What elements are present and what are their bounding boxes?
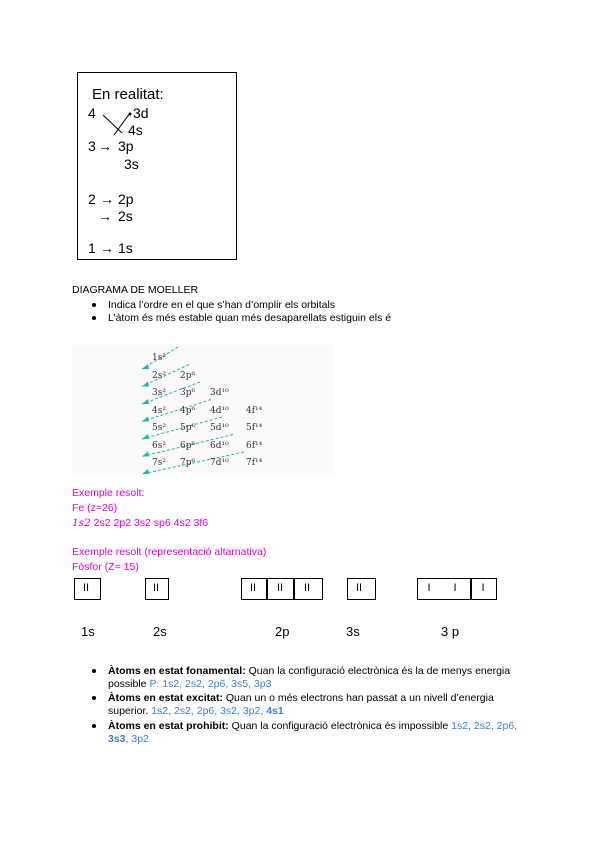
moeller-diagram	[72, 345, 334, 475]
realitat-2s: 2s	[118, 208, 133, 224]
orbital-label-1s: 1s	[81, 624, 95, 639]
moeller-orbital: 7p⁶	[180, 458, 196, 468]
moeller-bullet: L’àtom és més estable quan més desaparellats estiguin els é	[108, 312, 548, 325]
moeller-orbital: 7d¹⁰	[210, 458, 229, 468]
moeller-orbital: 3s²	[152, 388, 166, 398]
moeller-arrow-head	[142, 399, 149, 404]
moeller-orbital: 7f¹⁴	[246, 458, 263, 468]
moeller-orbital: 6d¹⁰	[210, 440, 229, 451]
estat-excitat: Àtoms en estat excitat: Quan un o més electrons han passat a un nivell d’energia superior. 1s2, 2s2, 2p6, 3s2, 3p2, 4s1	[108, 692, 528, 718]
moeller-orbital: 1s²	[152, 353, 166, 363]
realitat-1s: 1s	[118, 240, 133, 256]
moeller-arrow-head	[142, 469, 149, 474]
orbital-label-2s: 2s	[153, 624, 167, 639]
moeller-orbital: 5s²	[152, 423, 166, 433]
orbital-box-2s	[145, 578, 169, 600]
realitat-title: En realitat:	[92, 86, 164, 103]
moeller-arrow-head	[142, 434, 149, 439]
moeller-orbital: 6p⁶	[180, 440, 196, 451]
orbital-box-1s	[74, 578, 101, 600]
orbital-cell: II	[276, 582, 284, 594]
orbital-box-3p	[417, 578, 497, 600]
realitat-n1: 1	[88, 240, 96, 256]
orbital-cell: II	[82, 582, 90, 594]
moeller-arrows	[72, 345, 334, 475]
orbital-cell: II	[249, 582, 257, 594]
moeller-orbital: 3p⁶	[180, 388, 196, 398]
realitat-n3: 3	[88, 138, 96, 154]
moeller-orbital: 5p⁶	[180, 423, 196, 433]
orbital-cell: II	[152, 582, 160, 594]
orbital-cell: II	[355, 582, 363, 594]
orbital-cell: I	[427, 582, 431, 594]
moeller-orbital: 5d¹⁰	[210, 423, 229, 433]
moeller-arrow-head	[142, 364, 149, 369]
orbital-box-3s	[347, 578, 376, 600]
exemple1-element: Fe (z=26)	[72, 502, 118, 514]
moeller-orbital: 4s²	[152, 405, 166, 416]
estats-list	[108, 665, 528, 746]
realitat-n2: 2	[88, 191, 96, 207]
realitat-3p: 3p	[118, 138, 134, 154]
moeller-bullets	[108, 299, 548, 325]
moeller-orbital: 6f¹⁴	[246, 440, 263, 451]
moeller-arrow-head	[142, 417, 149, 422]
moeller-orbital: 7s²	[152, 458, 166, 468]
orbital-label-2p: 2p	[275, 624, 290, 639]
moeller-bullet: Indica l’ordre en el que s’han d’omplir els orbitals	[108, 299, 548, 312]
exemple1-config-first: 1s2	[72, 517, 91, 529]
moeller-orbital: 4f¹⁴	[246, 405, 263, 416]
estat-prohibit: Àtoms en estat prohibit: Quan la configuració electrònica és impossible 1s2, 2s2, 2p6, 3s3, 3p2	[108, 720, 528, 746]
realitat-arrow-2: →	[100, 191, 114, 207]
moeller-orbital: 6s²	[152, 440, 166, 451]
realitat-arrow-3: →	[98, 138, 112, 154]
realitat-2p: 2p	[118, 191, 134, 207]
exemple1-config-rest: 2s2 2p2 3s2 sp6 4s2 3f6	[90, 517, 209, 529]
estat-fonamental: Àtoms en estat fonamental: Quan la configuració electrònica és la de menys energia possible P: 1s2, 2s2, 2p6, 3s5, 3p3	[108, 665, 528, 691]
orbital-cell: I	[453, 582, 457, 594]
moeller-orbital: 4p⁶	[180, 405, 196, 416]
moeller-orbital: 4d¹⁰	[210, 405, 229, 416]
moeller-heading: DIAGRAMA DE MOELLER	[72, 284, 199, 296]
orbital-cell: I	[481, 582, 485, 594]
realitat-3s: 3s	[124, 156, 139, 172]
exemple1-config	[72, 517, 208, 530]
orbital-label-3p: 3 p	[441, 624, 460, 639]
moeller-arrow-head	[142, 452, 149, 457]
orbital-label-3s: 3s	[346, 624, 360, 639]
exemple1-title: Exemple resolt:	[72, 487, 145, 499]
moeller-orbital: 5f¹⁴	[246, 423, 263, 433]
realitat-4s: 4s	[128, 122, 143, 138]
moeller-orbital: 3d¹⁰	[210, 388, 229, 398]
realitat-n4: 4	[88, 105, 96, 121]
exemple2-title: Exemple resolt (representació altarnativa)	[72, 546, 267, 558]
exemple2-element: Fòsfor (Z= 15)	[72, 561, 139, 573]
moeller-orbital: 2s²	[152, 370, 166, 381]
realitat-3d: 3d	[133, 105, 149, 121]
realitat-box	[77, 72, 237, 260]
orbital-cell: II	[303, 582, 311, 594]
realitat-arrow-2s: →	[98, 208, 112, 224]
moeller-arrow-head	[142, 382, 149, 387]
moeller-orbital: 2p⁶	[180, 370, 196, 381]
realitat-arrow-1: →	[100, 240, 114, 256]
orbital-box-2p	[241, 578, 323, 600]
